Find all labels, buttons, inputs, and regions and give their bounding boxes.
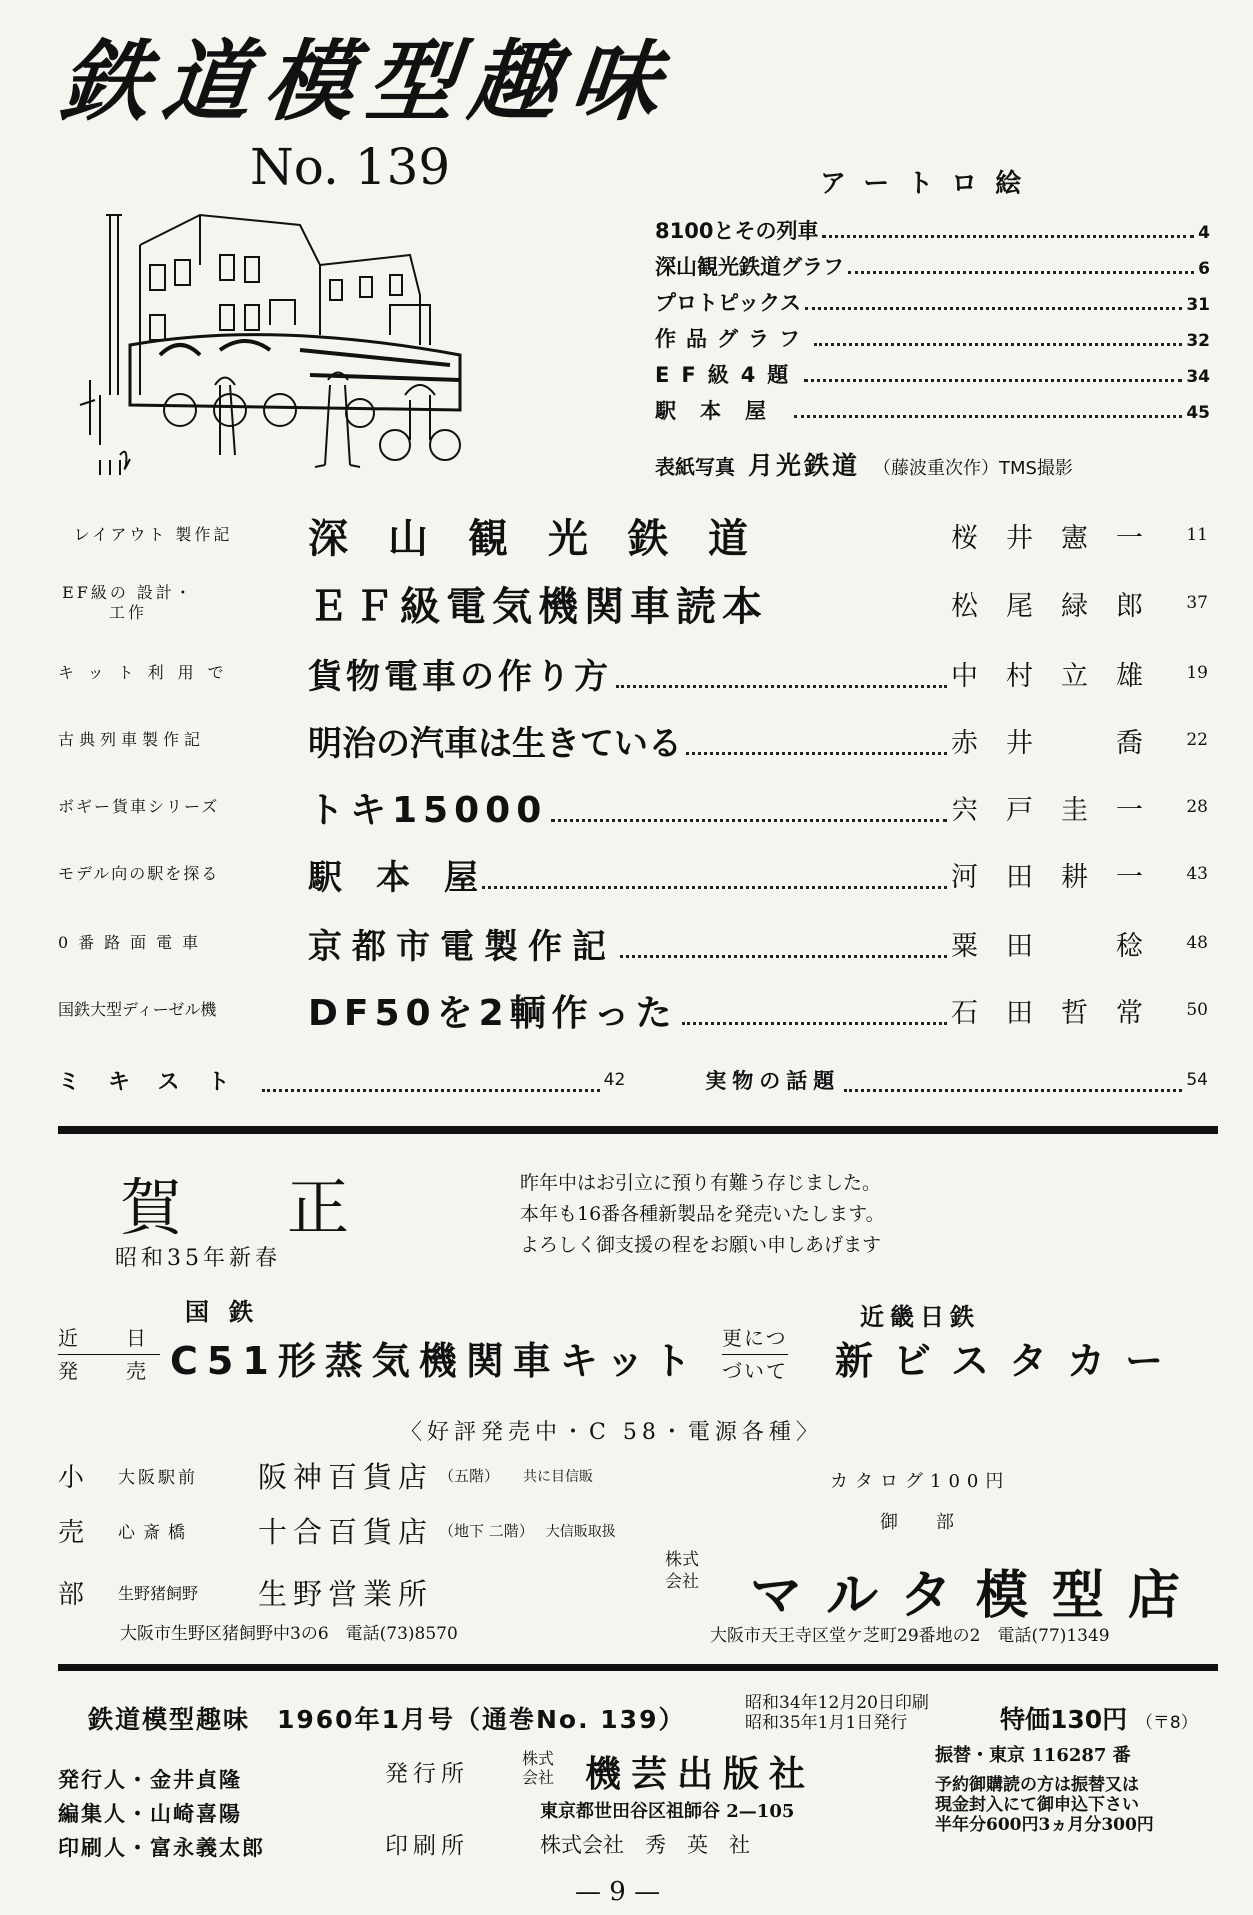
misc-label: 実物の話題 <box>705 1069 841 1093</box>
article-title: トキ15000 <box>308 789 548 831</box>
ad-left-timing-line: 近 日 <box>58 1322 160 1355</box>
footer-date-line: 昭和34年12月20日印刷 <box>745 1693 929 1713</box>
gravure-item-page: 45 <box>1186 403 1210 423</box>
masthead: 鉄道模型趣味 <box>55 29 679 133</box>
cover-photographer: （藤波重次作）TMS撮影 <box>872 458 1073 479</box>
leader-dots <box>682 1022 947 1025</box>
store-location: 生野猪飼野 <box>118 1584 199 1603</box>
article-row <box>58 918 1208 968</box>
article-author: 粟田 稔 <box>951 930 1171 962</box>
cover-label: 表紙写真 <box>655 455 735 479</box>
article-row <box>58 849 1208 899</box>
company-type-line: 会社 <box>522 1768 555 1787</box>
ad-gobu: 御部 <box>880 1512 992 1533</box>
company-type-line: 株式 <box>522 1749 555 1768</box>
article-category: モデル向の駅を探る <box>58 864 220 883</box>
leader-dots <box>814 343 1182 346</box>
ad-right-label: 近畿日鉄 <box>860 1303 980 1331</box>
article-page: 48 <box>1186 933 1208 953</box>
left-address: 大阪市生野区猪飼野中3の6 電話(73)8570 <box>120 1624 458 1644</box>
article-page: 37 <box>1186 593 1208 613</box>
article-category: 0番路面電車 <box>58 933 209 952</box>
store-row <box>58 1510 616 1551</box>
store-row <box>58 1572 433 1613</box>
company-type-label <box>665 1549 699 1593</box>
gravure-section-title: アートロ絵 <box>820 169 1040 199</box>
article-author: 石田哲常 <box>951 997 1171 1029</box>
gravure-item-label: EF級4題 <box>655 363 801 387</box>
leader-dots <box>848 271 1194 274</box>
article-row <box>58 782 1208 832</box>
article-title: 駅 本 屋 <box>308 857 478 898</box>
store-key: 小 <box>58 1463 85 1493</box>
article-category: キット利用で <box>58 663 238 682</box>
greeting-headline: 賀正 <box>120 1171 455 1244</box>
footer-title: 鉄道模型趣味 1960年1月号（通巻No. 139） <box>88 1705 686 1734</box>
ad-right-timing-line: づいて <box>722 1359 788 1383</box>
section-divider <box>58 1126 1218 1134</box>
gravure-item-page: 34 <box>1186 367 1210 387</box>
gravure-item <box>655 395 1210 431</box>
ad-left-label: 国鉄 <box>185 1298 273 1326</box>
publisher-address: 東京都世田谷区祖師谷 2—105 <box>540 1801 795 1822</box>
misc-row <box>58 1060 1208 1100</box>
article-page: 50 <box>1186 1000 1208 1020</box>
gravure-item <box>655 287 1210 323</box>
footer-price <box>1000 1700 1198 1736</box>
leader-dots <box>620 955 947 958</box>
leader-dots <box>805 307 1182 310</box>
company-type-line: 会社 <box>665 1572 699 1592</box>
ad-left-product: C51形蒸気機関車キット <box>170 1339 701 1383</box>
ad-right-timing <box>722 1322 788 1387</box>
page-number: — 9 — <box>575 1877 661 1907</box>
subscription-line: 半年分600円3ヵ月分300円 <box>935 1815 1154 1835</box>
section-divider <box>58 1664 1218 1671</box>
printer-name: 株式会社 秀 英 社 <box>540 1833 750 1857</box>
article-title: DF50を2輌作った <box>308 992 678 1034</box>
ad-note: 〈好評発売中・C 58・電源各種〉 <box>400 1420 823 1445</box>
article-author: 宍戸圭一 <box>951 794 1171 826</box>
leader-dots <box>686 752 947 755</box>
cover-sketch-illustration <box>70 205 525 480</box>
article-author: 赤井 喬 <box>951 727 1171 759</box>
greeting-subtitle: 昭和35年新春 <box>115 1246 281 1271</box>
subscription-info <box>935 1775 1154 1835</box>
article-page: 28 <box>1186 797 1208 817</box>
article-row <box>58 985 1208 1035</box>
gravure-item-page: 31 <box>1186 295 1210 315</box>
store-key: 売 <box>58 1518 85 1548</box>
subscription-line: 予約御購読の方は振替又は <box>935 1775 1139 1795</box>
company-type-line: 株式 <box>665 1550 699 1570</box>
misc-page: 54 <box>1186 1070 1208 1090</box>
article-category: レイアウト 製作記 <box>73 525 233 544</box>
article-page: 22 <box>1186 730 1208 750</box>
publisher-name: 機芸出版社 <box>585 1754 816 1795</box>
gravure-item-label: 深山観光鉄道グラフ <box>655 255 844 279</box>
gravure-item-page: 4 <box>1198 223 1210 243</box>
store-row <box>58 1455 593 1496</box>
gravure-item <box>655 251 1210 287</box>
store-name: 十合百貨店 <box>258 1515 434 1549</box>
staff-line: 編集人・山崎喜陽 <box>58 1801 242 1826</box>
misc-label: ミキスト <box>58 1069 258 1095</box>
postage: （〒8） <box>1135 1713 1198 1733</box>
article-category: ボギー貨車シリーズ <box>58 797 220 816</box>
ad-right-product: 新ビスタカー <box>835 1339 1184 1383</box>
subscription-line: 現金封入にて御申込下さい <box>935 1795 1139 1815</box>
store-name: 生野営業所 <box>258 1577 434 1611</box>
store-location: 心斎橋 <box>118 1523 193 1543</box>
issue-number: No. 139 <box>250 138 451 196</box>
publisher-company-type <box>522 1749 554 1787</box>
transfer-account: 振替・東京 116287 番 <box>935 1745 1131 1766</box>
gravure-item-label: 作品グラフ <box>655 327 810 351</box>
store-note: 共に目信販 <box>523 1468 594 1485</box>
article-title: 深 山 観 光 鉄 道 <box>308 515 748 562</box>
ad-right-timing-line: 更につ <box>722 1322 788 1355</box>
article-row <box>58 648 1208 698</box>
article-title: 貨物電車の作り方 <box>308 656 612 697</box>
gravure-item <box>655 359 1210 395</box>
article-category: EF級の 設計・工作 <box>62 583 194 622</box>
footer-date-line: 昭和35年1月1日発行 <box>745 1713 908 1733</box>
ad-left-timing-line: 発 売 <box>58 1359 160 1383</box>
article-author: 松尾緑郎 <box>951 590 1171 622</box>
gravure-item-page: 32 <box>1186 331 1210 351</box>
leader-dots <box>794 415 1182 418</box>
article-page: 19 <box>1186 663 1208 683</box>
price: 特価130円 <box>1000 1705 1128 1734</box>
catalog-price: カタログ100円 <box>830 1471 1011 1492</box>
leader-dots <box>616 685 947 688</box>
article-title: 明治の汽車は生きている <box>308 723 682 764</box>
store-note: 大信販取扱 <box>545 1523 616 1540</box>
gravure-item <box>655 323 1210 359</box>
right-address: 大阪市天王寺区堂ケ芝町29番地の2 電話(77)1349 <box>710 1626 1110 1646</box>
greeting-line: よろしく御支援の程をお願い申しあげます <box>520 1234 882 1256</box>
cover-title: 月光鉄道 <box>747 451 860 480</box>
gravure-item-label: 8100とその列車 <box>655 219 819 243</box>
gravure-list <box>655 215 1210 431</box>
leader-dots <box>804 379 1182 382</box>
footer-dates <box>745 1693 929 1733</box>
gravure-item-label: 駅本屋 <box>655 399 790 423</box>
cover-credit <box>655 446 1215 482</box>
gravure-item-page: 6 <box>1198 259 1210 279</box>
publisher-label: 発行所 <box>385 1761 469 1787</box>
store-name: 阪神百貨店 <box>258 1460 434 1494</box>
article-author: 河田耕一 <box>951 861 1171 893</box>
article-category: 古典列車製作記 <box>58 730 206 749</box>
article-row <box>58 505 1208 565</box>
greeting-line: 本年も16番各種新製品を発売いたします。 <box>520 1203 885 1225</box>
leader-dots <box>482 886 947 889</box>
shop-name: マルタ模型店 <box>750 1566 1204 1626</box>
staff-list <box>58 1763 265 1865</box>
store-paren: （地下 二階） <box>439 1522 534 1540</box>
staff-line: 印刷人・富永義太郎 <box>58 1835 265 1860</box>
store-location: 大阪駅前 <box>118 1468 198 1488</box>
store-key: 部 <box>58 1580 85 1610</box>
article-title: 京都市電製作記 <box>308 926 616 967</box>
printer-label: 印刷所 <box>385 1833 469 1859</box>
leader-dots <box>844 1089 1182 1092</box>
article-author: 桜井憲一 <box>951 522 1171 554</box>
misc-page: 42 <box>603 1070 626 1090</box>
leader-dots <box>551 819 947 822</box>
article-author: 中村立雄 <box>951 660 1171 692</box>
article-title: ＥＦ級電気機関車読本 <box>308 583 768 630</box>
store-paren: （五階） <box>439 1467 500 1485</box>
article-row <box>58 715 1208 765</box>
gravure-item-label: プロトピックス <box>655 291 801 315</box>
article-category: 国鉄大型ディーゼル機 <box>58 1000 217 1019</box>
staff-line: 発行人・金井貞隆 <box>58 1767 242 1792</box>
leader-dots <box>262 1089 600 1092</box>
greeting-message <box>520 1168 885 1261</box>
article-page: 43 <box>1186 864 1208 884</box>
greeting-line: 昨年中はお引立に預り有難う存じました。 <box>520 1172 882 1194</box>
gravure-item <box>655 215 1210 251</box>
article-page: 11 <box>1186 525 1208 545</box>
leader-dots <box>822 235 1194 238</box>
ad-left-timing <box>58 1322 160 1387</box>
article-row <box>58 572 1208 634</box>
